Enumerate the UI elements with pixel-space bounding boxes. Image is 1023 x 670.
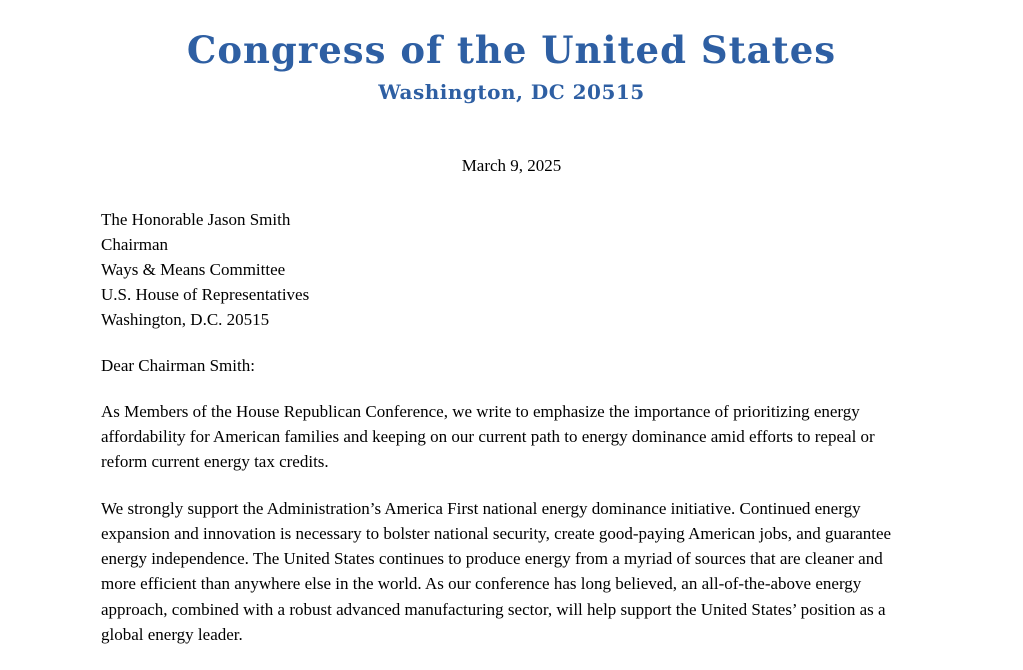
recipient-title-line: Chairman xyxy=(101,234,169,254)
body-paragraph-2: We strongly support the Administration’s America First national energy dominance initiative. Continued energy expansion and innovation is necessary to bolster national security, create good-paying American jobs, and guarantee energy independence. The United States continues to produce energy from a myriad of sources that are cleaner and more efficient than anywhere else in the world. As our conference has long believed, an all-of-the-above energy approach, combined with a robust advanced manufacturing sector, will help support the United States’ position as a global energy leader. xyxy=(101,498,892,645)
recipient-name-line: The Honorable Jason Smith xyxy=(101,209,291,229)
salutation: Dear Chairman Smith: xyxy=(101,355,255,375)
recipient-committee-line: Ways & Means Committee xyxy=(101,259,286,279)
letterhead-subtitle: Washington, DC 20515 xyxy=(378,79,645,104)
letterhead-title: Congress of the United States xyxy=(186,28,837,72)
recipient-chamber-line: U.S. House of Representatives xyxy=(101,284,310,304)
letter-date: March 9, 2025 xyxy=(461,155,562,175)
recipient-address-block xyxy=(101,207,1023,332)
letterhead xyxy=(0,0,1023,104)
body-paragraph-1: As Members of the House Republican Conference, we write to emphasize the importance of prioritizing energy affordability for American families and keeping on our current path to energy dominance amid efforts to repeal or reform current energy tax credits. xyxy=(101,401,875,472)
recipient-city-line: Washington, D.C. 20515 xyxy=(101,309,270,329)
